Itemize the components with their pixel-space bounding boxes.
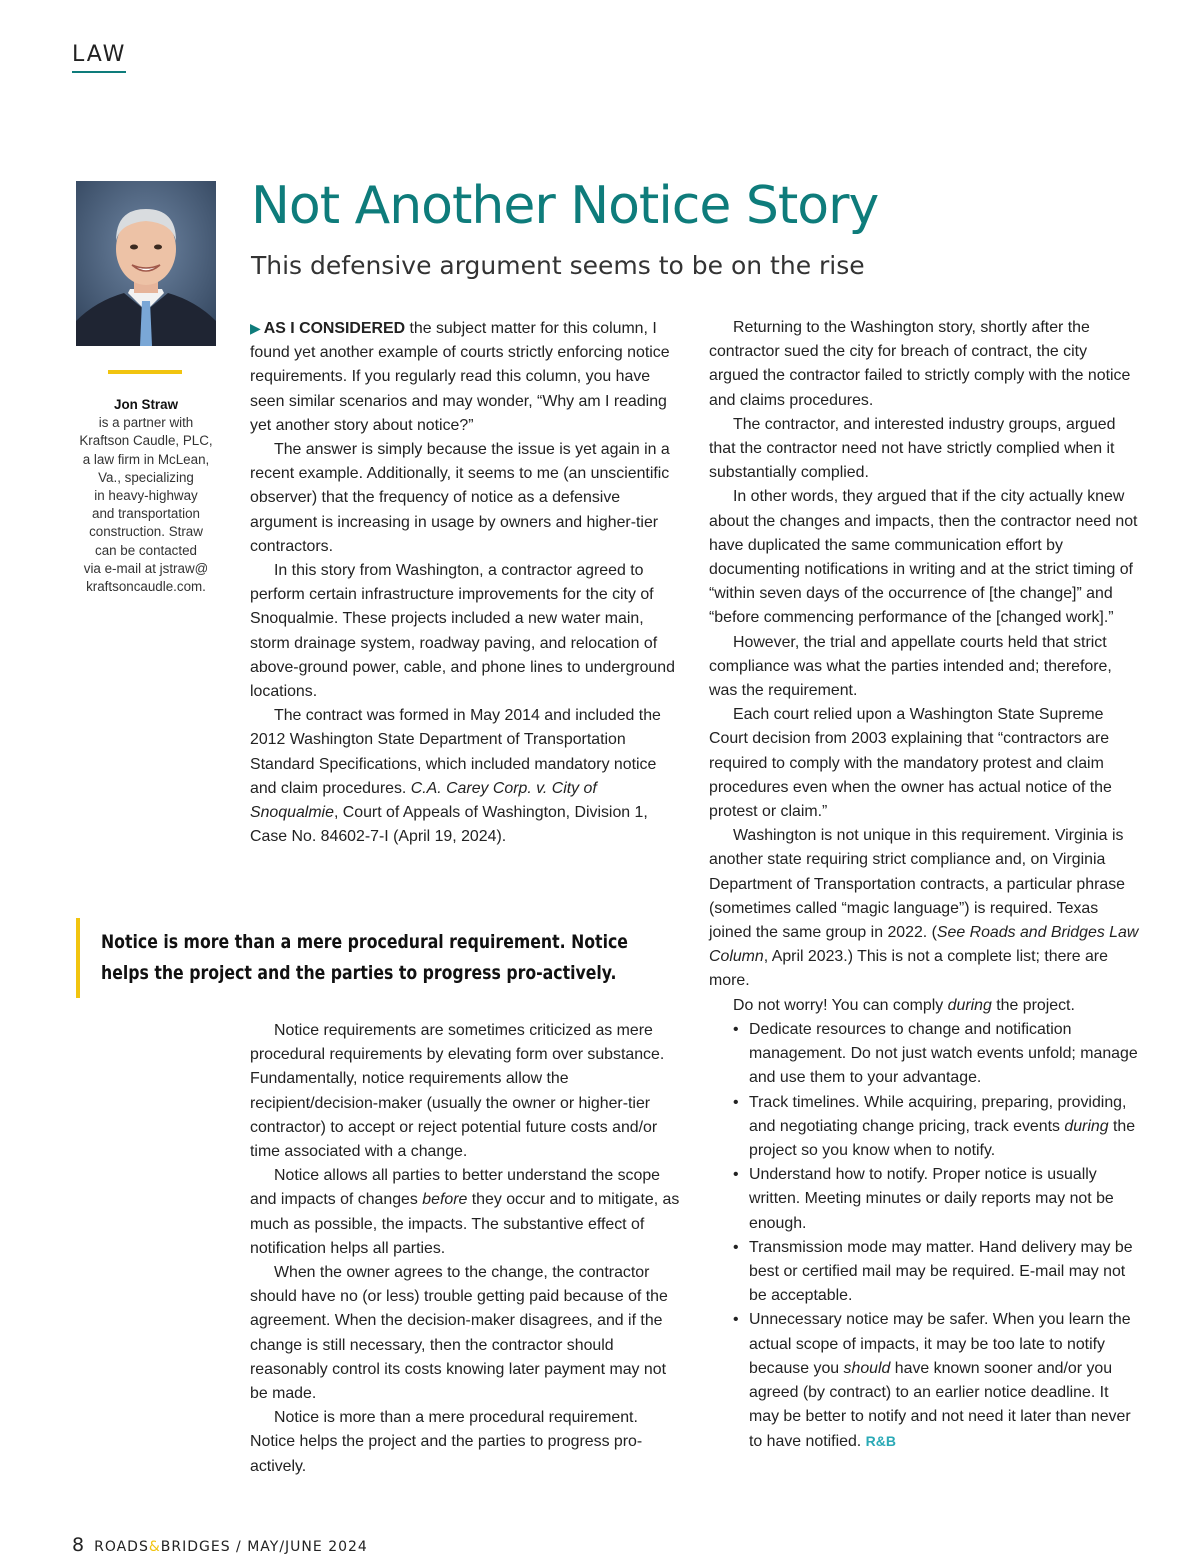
body-paragraph: In other words, they argued that if the city actually knew about the changes and impacts, then the contractor need not have duplicated the same communication effort by documenting notifications in writing and at the strict timing of “within seven days of the occurrence of [the change]” and “before commencing performance of the [changed work].”: [709, 488, 1138, 627]
author-name: Jon Straw: [114, 397, 178, 412]
body-paragraph: When the owner agrees to the change, the contractor should have no (or less) trouble getting paid because of the agreement. When the decision-maker disagrees, and if the change is still necessary, then the contractor should reasonably control its costs knowing later payment may not be made.: [250, 1264, 668, 1403]
end-mark: R&B: [865, 1433, 896, 1450]
bullet-icon: •: [733, 1238, 739, 1256]
pull-quote-line: Notice is more than a mere procedural requirement. Notice: [101, 931, 628, 953]
author-bio: [70, 396, 222, 596]
body-paragraph: Returning to the Washington story, shortly after the contractor sued the city for breach of contract, the city argued the contractor failed to strictly comply with the notice and claims procedures.: [709, 319, 1131, 409]
list-item: • Unnecessary notice may be safer. When you learn the actual scope of impacts, it may be too late to notify because you should have known sooner and/or you agreed (by contract) to an earlier notice deadline. It may be better to notify and not need it later than never to have notified. R&B: [749, 1308, 1139, 1454]
bio-line: is a partner with: [98, 415, 194, 431]
section-label: LAW: [72, 42, 126, 73]
pull-quote-line: helps the project and the parties to progress pro-actively.: [101, 962, 617, 984]
bio-line: Va., specializing: [98, 469, 194, 485]
bio-divider: [108, 370, 182, 374]
bio-line: via e-mail at jstraw@: [83, 560, 209, 576]
lead-paragraph: [250, 316, 680, 438]
article-subtitle: This defensive argument seems to be on the rise: [251, 251, 865, 280]
body-paragraph: Each court relied upon a Washington State Supreme Court decision from 2003 explaining that “contractors are required to comply with the mandatory protest and claim procedures even when the owner has actual notice of the protest or claim.”: [709, 706, 1112, 821]
bio-line: a law firm in McLean,: [82, 451, 210, 467]
body-paragraph: The contract was formed in May 2014 and included the 2012 Washington State Department of Transportation Standard Specifications, which included mandatory notice and claim procedures. C.A. Carey Corp. v. City of Snoqualmie, Court of Appeals of Washington, Division 1, Case No. 84602-7-I (April 19, 2024).: [250, 707, 661, 846]
lead-in: AS I CONSIDERED: [263, 320, 406, 337]
page-footer: 8 ROADS&BRIDGES / MAY/JUNE 2024: [72, 1534, 368, 1556]
body-paragraph: Notice is more than a mere procedural requirement. Notice helps the project and the parties to progress pro-actively.: [250, 1409, 643, 1475]
bio-line: and transportation: [92, 506, 200, 522]
body-paragraph: Notice allows all parties to better understand the scope and impacts of changes before they occur and to mitigate, as much as possible, the impacts. The substantive effect of notification helps all parties.: [250, 1167, 680, 1257]
play-arrow-icon: ▶: [250, 320, 261, 336]
case-citation: C.A. Carey Corp. v. City of Snoqualmie: [250, 779, 597, 822]
article-title: Not Another Notice Story: [251, 176, 879, 236]
body-paragraph: The contractor, and interested industry groups, argued that the contractor need not have strictly complied when it substantially complied.: [709, 415, 1116, 482]
body-paragraph: However, the trial and appellate courts held that strict compliance was what the parties intended and; therefore, was the requirement.: [709, 633, 1112, 700]
lead-text: the subject matter for this column, I found yet another example of courts strictly enforcing notice requirements. If you regularly read this column, you have seen similar scenarios and may wonder, “Why am I reading yet another story about notice?”: [250, 320, 670, 434]
body-paragraph: In this story from Washington, a contractor agreed to perform certain infrastructure improvements for the city of Snoqualmie. These projects included a new water main, storm drainage system, roadway paving, and relocation of above-ground power, cable, and phone lines to underground locations.: [250, 562, 675, 701]
bullet-icon: •: [733, 1093, 739, 1111]
issue-date: MAY/JUNE 2024: [247, 1539, 368, 1555]
list-item: • Dedicate resources to change and notification management. Do not just watch events unfold; manage and use them to your advantage.: [749, 1018, 1139, 1091]
page-number: 8: [72, 1534, 85, 1556]
bio-line: kraftsoncaudle.com.: [86, 579, 206, 595]
bio-line: can be contacted: [95, 542, 197, 558]
bio-line: construction. Straw: [89, 524, 203, 540]
body-paragraph: Notice requirements are sometimes criticized as mere procedural requirements by elevating form over substance. Fundamentally, notice requirements allow the recipient/decision-maker (usually the owner or higher-tier contractor) to accept or reject potential future costs and/or time associated with a change.: [250, 1022, 665, 1161]
column-right: [709, 316, 1139, 1455]
author-headshot: [76, 181, 216, 346]
body-paragraph: The answer is simply because the issue is yet again in a recent example. Additionally, it seems to me (an unscientific observer) that the frequency of notice as a defensive argument is increasing in usage by owners and higher-tier contractors.: [250, 441, 670, 555]
tips-list: [709, 1018, 1139, 1455]
bio-line: in heavy-highway: [94, 488, 198, 504]
column-left-bottom: [250, 1019, 680, 1479]
bullet-icon: •: [733, 1311, 739, 1329]
publication-name: ROADS&BRIDGES: [94, 1539, 231, 1555]
column-left-top: [250, 316, 680, 849]
body-paragraph: Washington is not unique in this requirement. Virginia is another state requiring strict compliance and, on Virginia Department of Transportation contracts, a particular phrase (sometimes called “magic language”) is required. Texas joined the same group in 2022. (See Roads and Bridges Law Column, April 2023.) This is not a complete list; there are more.: [709, 827, 1139, 990]
body-paragraph: Do not worry! You can comply during the project.: [733, 996, 1075, 1014]
column-reference: See Roads and Bridges Law Column: [709, 924, 1139, 966]
list-item: • Transmission mode may matter. Hand delivery may be best or certified mail may be required. E-mail may not be acceptable.: [749, 1236, 1139, 1309]
bullet-icon: •: [733, 1020, 739, 1038]
list-item: • Track timelines. While acquiring, preparing, providing, and negotiating change pricing, track events during the project so you know when to notify.: [749, 1091, 1139, 1164]
bio-line: Kraftson Caudle, PLC,: [79, 433, 213, 449]
bullet-icon: •: [733, 1166, 739, 1184]
list-item: • Understand how to notify. Proper notice is usually written. Meeting minutes or daily reports may not be enough.: [749, 1163, 1139, 1236]
pull-quote: [76, 918, 676, 998]
